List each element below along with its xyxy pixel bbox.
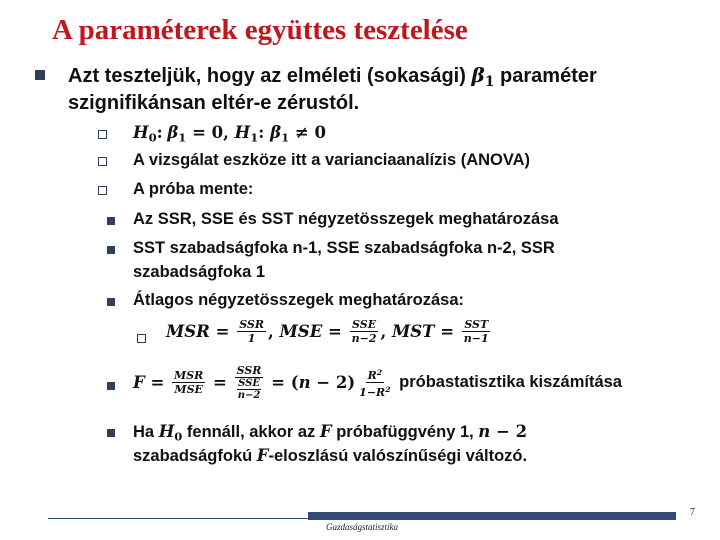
- n-symbol: n: [298, 373, 311, 392]
- text: fennáll, akkor az: [182, 423, 320, 441]
- not-equal-zero: ≠ 0: [289, 123, 326, 142]
- bullet-square-icon: [107, 429, 115, 437]
- denominator: [357, 383, 392, 399]
- beta-symbol: β: [270, 123, 282, 142]
- step-mean-squares: Átlagos négyzetösszegek meghatározása:: [133, 291, 465, 309]
- hypothesis-line: [133, 123, 326, 144]
- text: próbafüggvény 1,: [331, 423, 479, 441]
- subscript: 1: [250, 130, 259, 145]
- equals: =: [209, 322, 236, 341]
- fraction: [462, 318, 491, 345]
- procedure-heading: A próba mente:: [133, 180, 254, 198]
- denominator: n−2: [351, 332, 377, 345]
- numerator: MSR: [174, 369, 204, 382]
- conclusion-line1: [133, 422, 527, 443]
- denominator: n−2: [237, 390, 261, 401]
- comma: ,: [380, 322, 392, 341]
- footer-bar: [308, 512, 676, 520]
- equals: =: [207, 373, 233, 392]
- beta-symbol: β: [471, 63, 485, 87]
- text: -eloszlású valószínűségi változó.: [268, 447, 528, 465]
- main-point-line2: szignifikánsan eltér-e zérustól.: [68, 92, 360, 114]
- fraction: [235, 364, 264, 401]
- bullet-square-icon: [107, 382, 115, 390]
- h-symbol: H: [234, 123, 251, 142]
- text: Ha: [133, 423, 159, 441]
- subscript: 0: [174, 429, 183, 444]
- n-symbol: n: [478, 422, 491, 441]
- equals-zero: = 0,: [186, 123, 235, 142]
- equals: = (: [265, 373, 299, 392]
- f-symbol: F: [319, 422, 332, 441]
- denominator: n−1: [463, 332, 489, 345]
- footer-course-name: Gazdaságstatisztika: [326, 522, 399, 532]
- bullet-square-icon: [107, 217, 115, 225]
- step-degrees-line1: SST szabadságfoka n-1, SSE szabadságfoka n-2, SSR: [133, 239, 555, 257]
- mse-symbol: MSE: [279, 322, 323, 341]
- text: szabadságfokú: [133, 447, 257, 465]
- anova-line: A vizsgálat eszköze itt a varianciaanalízis (ANOVA): [133, 151, 531, 169]
- superscript: 2: [376, 368, 383, 378]
- f-symbol: F: [133, 373, 145, 392]
- f-symbol: F: [256, 446, 269, 465]
- denominator: 1: [247, 332, 256, 345]
- beta-symbol: β: [167, 123, 179, 142]
- fraction: [172, 369, 205, 396]
- subscript: 1: [178, 130, 187, 145]
- r-symbol: R: [367, 369, 377, 382]
- f-statistic-formula: [133, 364, 622, 401]
- h-symbol: H: [133, 123, 149, 142]
- colon: :: [258, 123, 271, 142]
- subscript: 1: [484, 74, 495, 91]
- equals: =: [322, 322, 348, 341]
- h-symbol: H: [158, 422, 175, 441]
- page-number: 7: [690, 507, 695, 518]
- equals: =: [434, 322, 460, 341]
- one-minus-r: 1−R: [359, 385, 386, 399]
- text: paraméter: [494, 65, 597, 87]
- conclusion-line2: [133, 446, 527, 466]
- colon: :: [156, 123, 163, 142]
- fraction: [357, 366, 392, 399]
- equals: =: [144, 373, 171, 392]
- step-sums-of-squares: Az SSR, SSE és SST négyzetösszegek meghatározása: [133, 210, 559, 228]
- subscript: 1: [281, 130, 290, 145]
- minus-two: − 2): [310, 373, 356, 392]
- footer-divider: [48, 518, 310, 519]
- numerator: SSE: [238, 378, 260, 389]
- hollow-square-icon: [137, 334, 146, 343]
- minus-two: − 2: [490, 422, 528, 441]
- main-point-line1: [68, 63, 597, 90]
- mean-squares-formula: [166, 318, 493, 345]
- nested-denominator: [235, 378, 263, 401]
- numerator: [366, 366, 385, 383]
- numerator: SSR: [239, 318, 265, 331]
- hollow-square-icon: [98, 186, 107, 195]
- text: Azt teszteljük, hogy az elméleti (sokasági): [68, 65, 472, 87]
- msr-symbol: MSR: [166, 322, 210, 341]
- numerator: SSE: [352, 318, 377, 331]
- fraction: [350, 318, 379, 345]
- fraction: [237, 318, 266, 345]
- bullet-square-icon: [107, 246, 115, 254]
- denominator: MSE: [174, 383, 203, 396]
- hollow-square-icon: [98, 130, 107, 139]
- mst-symbol: MST: [392, 322, 435, 341]
- numerator: SST: [464, 318, 489, 331]
- slide-title: A paraméterek együttes tesztelése: [52, 14, 468, 46]
- bullet-square-icon: [107, 298, 115, 306]
- text: próbastatisztika kiszámítása: [394, 373, 622, 391]
- step-degrees-line2: szabadságfoka 1: [133, 263, 266, 281]
- hollow-square-icon: [98, 157, 107, 166]
- bullet-square-icon: [35, 70, 45, 80]
- comma: ,: [268, 322, 280, 341]
- subscript: 0: [148, 130, 157, 145]
- numerator: SSR: [236, 364, 262, 377]
- superscript: 2: [385, 385, 391, 394]
